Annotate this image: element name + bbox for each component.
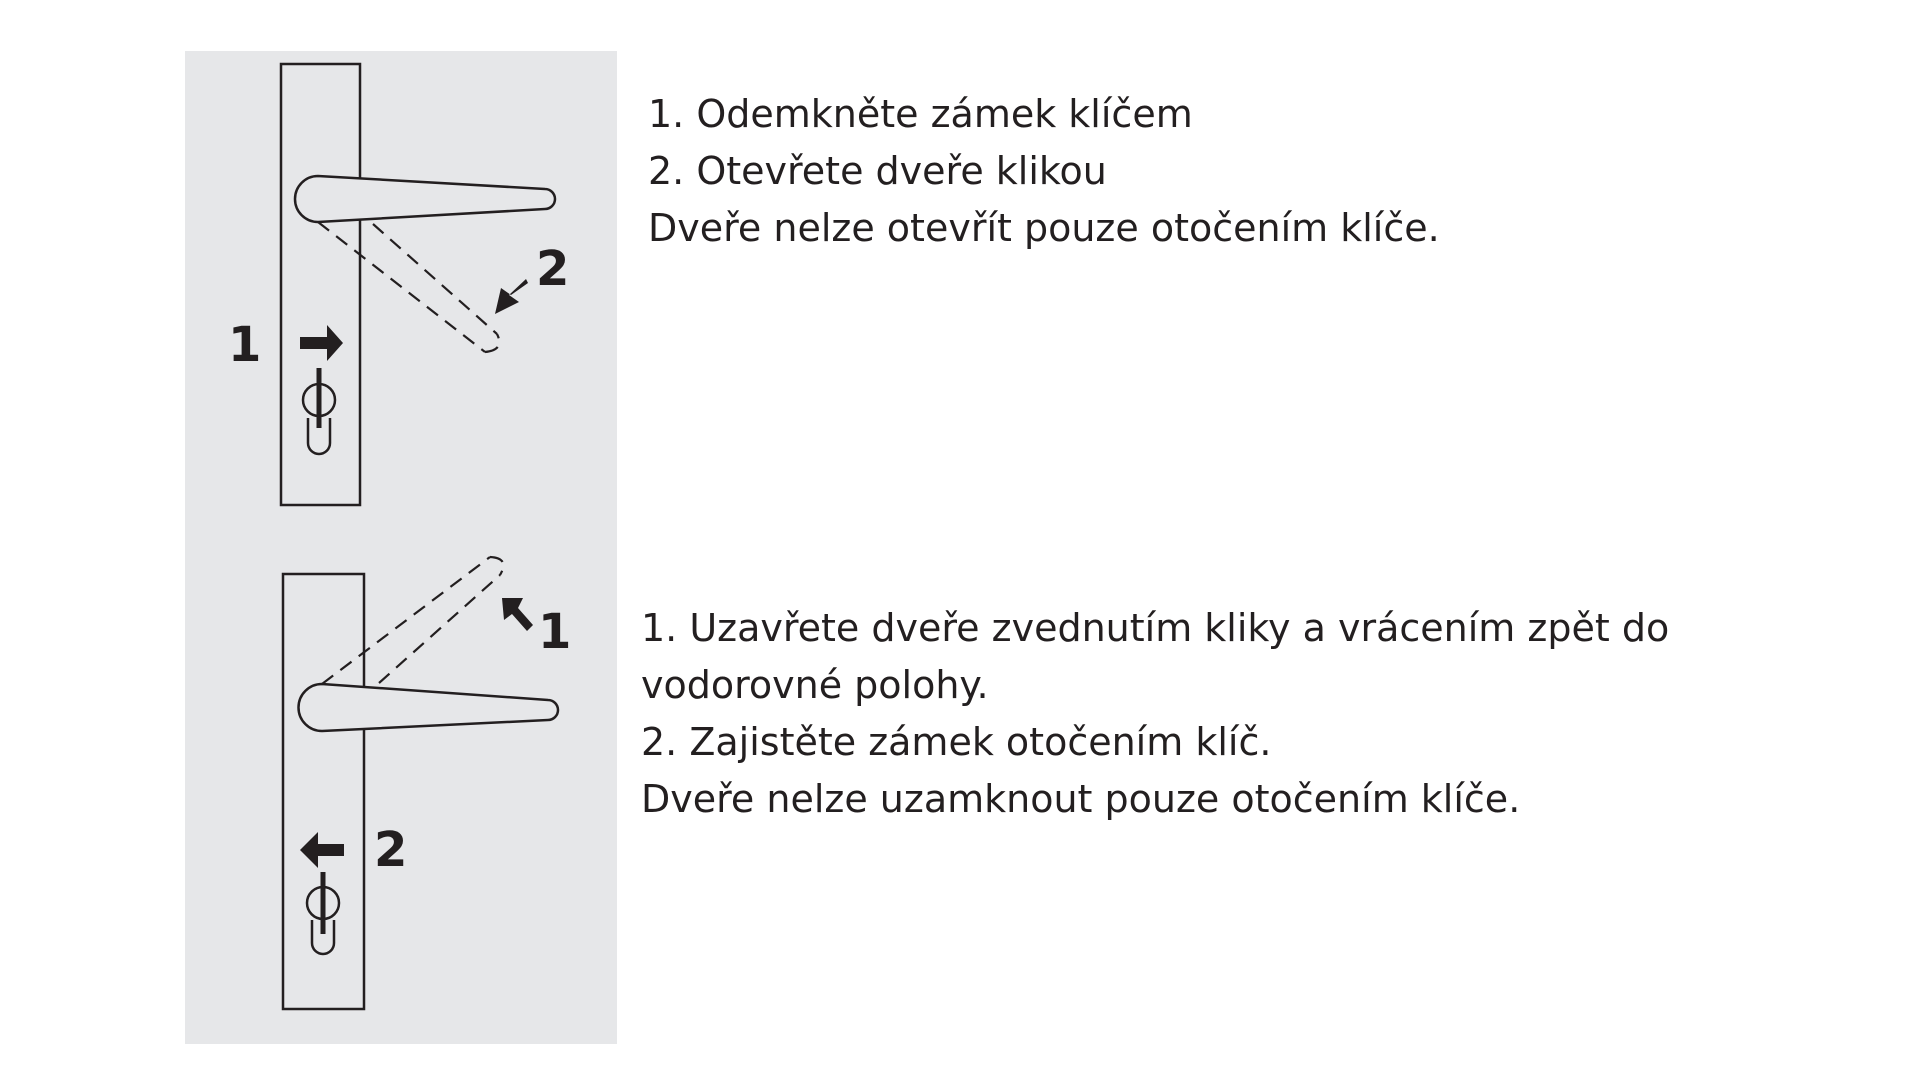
open-instruction-note: Dveře nelze otevřít pouze otočením klíče. bbox=[648, 206, 1440, 250]
open-instruction-step-1: 1. Odemkněte zámek klíčem bbox=[648, 92, 1193, 136]
handle-lever bbox=[299, 684, 559, 731]
open-key-step-number: 1 bbox=[228, 317, 262, 373]
lock-cylinder-icon bbox=[303, 368, 335, 454]
close-instruction-step-1-cont: vodorovné polohy. bbox=[641, 663, 989, 707]
open-instructions bbox=[648, 86, 1440, 257]
close-instruction-step-2: 2. Zajistěte zámek otočením klíč. bbox=[641, 720, 1272, 764]
handle-raised-outline bbox=[322, 557, 503, 684]
arrow-up-left-icon bbox=[502, 598, 533, 631]
close-instruction-step-1: 1. Uzavřete dveře zvednutím kliky a vrácením zpět do bbox=[641, 606, 1670, 650]
escutcheon-plate bbox=[283, 574, 364, 1009]
escutcheon-plate bbox=[281, 64, 360, 505]
close-handle-step-number: 1 bbox=[538, 604, 572, 660]
handle-lowered-outline bbox=[318, 222, 499, 352]
arrow-right-icon bbox=[300, 325, 343, 361]
close-key-step-number: 2 bbox=[374, 822, 408, 878]
open-figure bbox=[228, 64, 569, 505]
arrow-down-left-icon bbox=[495, 279, 528, 314]
close-figure bbox=[283, 557, 571, 1009]
close-instructions bbox=[641, 600, 1669, 828]
arrow-left-icon bbox=[300, 832, 344, 868]
lock-cylinder-icon bbox=[307, 872, 339, 954]
open-handle-step-number: 2 bbox=[536, 241, 570, 297]
handle-lever bbox=[295, 176, 555, 222]
close-instruction-note: Dveře nelze uzamknout pouze otočením klíče. bbox=[641, 777, 1521, 821]
open-instruction-step-2: 2. Otevřete dveře klikou bbox=[648, 149, 1107, 193]
